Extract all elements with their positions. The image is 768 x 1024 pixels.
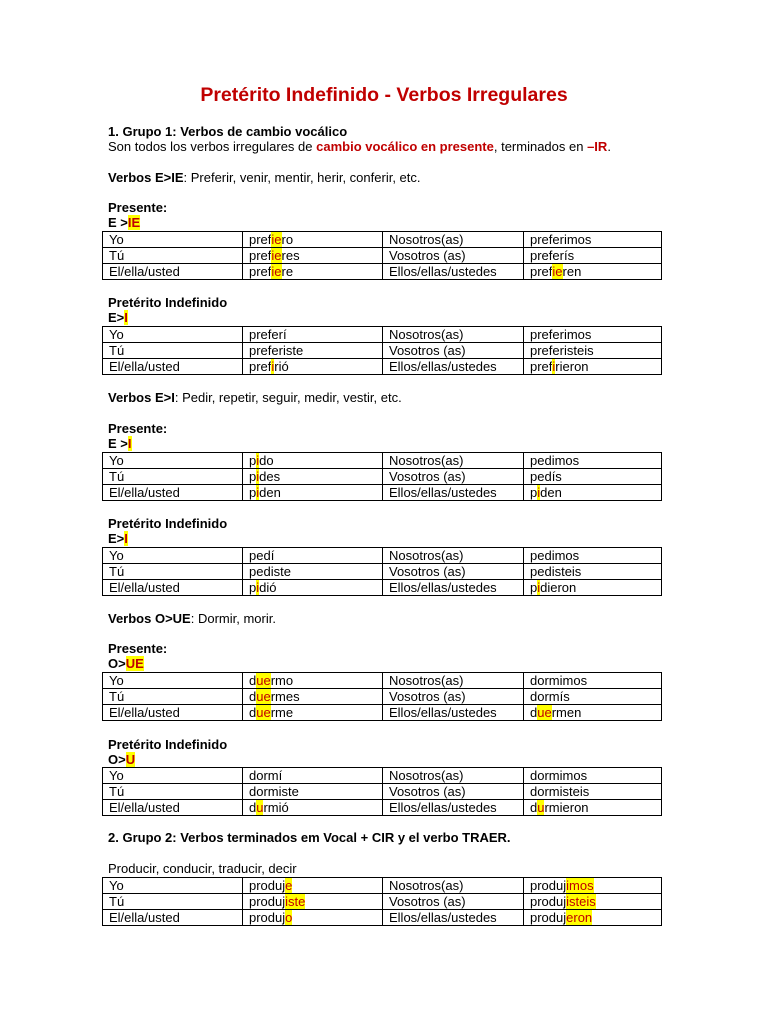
pronoun: El/ella/usted — [109, 358, 180, 374]
verb-stem: preferís — [530, 247, 575, 263]
pronoun: Yo — [109, 547, 124, 563]
pronoun-cell — [383, 878, 524, 894]
verbs-label: Verbos E>IE — [108, 170, 184, 185]
pronoun: Ellos/ellas/ustedes — [389, 484, 497, 500]
verb-highlight: u — [537, 799, 545, 815]
pronoun: Vosotros (as) — [389, 893, 466, 909]
verb-stem: p — [530, 484, 538, 500]
section-heading: Presente: — [108, 421, 168, 436]
conjugation-table — [102, 767, 662, 816]
verb-ending: rieron — [555, 358, 589, 374]
section-heading: Pretérito Indefinido — [108, 516, 228, 531]
pronoun-cell — [103, 469, 243, 485]
table-row — [103, 689, 662, 705]
pronoun: Tú — [109, 468, 125, 484]
verb-stem: pedí — [249, 547, 275, 563]
verb-cell — [524, 705, 662, 721]
verb-stem: pediste — [249, 563, 291, 579]
verb-stem: d — [530, 704, 538, 720]
pronoun-cell — [383, 910, 524, 926]
verb-stem: pedimos — [530, 452, 580, 468]
rule-text: E > — [108, 215, 128, 230]
pronoun-cell — [103, 327, 243, 343]
group1-heading: 1. Grupo 1: Verbos de cambio vocálico — [108, 124, 348, 139]
pronoun: Yo — [109, 767, 124, 783]
table-row — [103, 580, 662, 596]
pronoun-cell — [383, 768, 524, 784]
verb-stem: dormís — [530, 688, 570, 704]
vowel-rule — [108, 215, 140, 230]
table-row — [103, 359, 662, 375]
rule-highlight: I — [124, 310, 128, 325]
verb-cell — [243, 910, 383, 926]
rule-text: O> — [108, 752, 126, 767]
pronoun: Nosotros(as) — [389, 767, 464, 783]
verbs-label: Verbos O>UE — [108, 611, 191, 626]
group1-description — [108, 139, 611, 154]
verb-stem: dormisteis — [530, 783, 590, 799]
vowel-rule — [108, 752, 135, 767]
verb-stem: p — [249, 484, 257, 500]
verb-stem: dormiste — [249, 783, 299, 799]
verbs-o-ue-line — [108, 611, 276, 626]
rule-highlight: I — [127, 436, 132, 451]
verb-stem: produj — [249, 893, 286, 909]
pronoun: Vosotros (as) — [389, 688, 466, 704]
verb-cell — [243, 673, 383, 689]
verb-stem: produj — [530, 893, 567, 909]
table-row — [103, 327, 662, 343]
verb-cell — [243, 564, 383, 580]
table-row — [103, 800, 662, 816]
pronoun-cell — [103, 359, 243, 375]
verb-stem: pref — [530, 263, 553, 279]
table-row — [103, 894, 662, 910]
vowel-rule — [108, 531, 128, 546]
desc-text: Son todos los verbos irregulares de — [108, 139, 317, 154]
pronoun-cell — [383, 564, 524, 580]
table-row — [103, 264, 662, 280]
pronoun: El/ella/usted — [109, 704, 180, 720]
pronoun-cell — [103, 485, 243, 501]
verb-highlight: i — [256, 579, 260, 595]
rule-highlight: U — [125, 752, 136, 767]
verb-cell — [524, 343, 662, 359]
group2-verbs-list: Producir, conducir, traducir, decir — [108, 861, 297, 876]
verb-highlight: i — [271, 358, 275, 374]
verb-cell — [243, 878, 383, 894]
table-row — [103, 784, 662, 800]
verb-stem: d — [249, 799, 257, 815]
pronoun-cell — [103, 784, 243, 800]
verb-cell — [524, 453, 662, 469]
verb-ending: rmen — [551, 704, 582, 720]
verb-cell — [524, 894, 662, 910]
verb-cell — [524, 768, 662, 784]
pronoun: Nosotros(as) — [389, 672, 464, 688]
pronoun-cell — [103, 248, 243, 264]
pronoun: Tú — [109, 688, 125, 704]
rule-highlight: IE — [127, 215, 141, 230]
pronoun-cell — [383, 689, 524, 705]
verb-stem: produj — [249, 909, 286, 925]
verb-highlight: ue — [256, 672, 271, 688]
table-row — [103, 248, 662, 264]
verb-cell — [243, 548, 383, 564]
pronoun: Tú — [109, 342, 125, 358]
verb-ending: ro — [281, 231, 294, 247]
pronoun-cell — [383, 485, 524, 501]
pronoun: El/ella/usted — [109, 909, 180, 925]
verb-ending: dió — [259, 579, 277, 595]
pronoun: Yo — [109, 672, 124, 688]
verb-highlight: i — [256, 468, 260, 484]
pronoun: Tú — [109, 563, 125, 579]
verb-ending: rmes — [270, 688, 300, 704]
pronoun-cell — [383, 264, 524, 280]
verb-highlight: i — [552, 358, 556, 374]
verb-highlight: isteis — [566, 893, 596, 909]
pronoun-cell — [383, 894, 524, 910]
verb-highlight: u — [256, 799, 264, 815]
verbs-e-i-line — [108, 390, 402, 405]
verb-ending: rmieron — [544, 799, 589, 815]
vowel-rule — [108, 310, 128, 325]
pronoun: Vosotros (as) — [389, 563, 466, 579]
verbs-e-ie-line — [108, 170, 421, 185]
pronoun: Tú — [109, 783, 125, 799]
pronoun: Nosotros(as) — [389, 877, 464, 893]
verb-stem: preferimos — [530, 326, 592, 342]
verb-stem: d — [249, 688, 257, 704]
verb-cell — [243, 485, 383, 501]
pronoun: Ellos/ellas/ustedes — [389, 799, 497, 815]
verb-ending: rme — [270, 704, 294, 720]
pronoun-cell — [103, 768, 243, 784]
verb-cell — [524, 800, 662, 816]
pronoun: Ellos/ellas/ustedes — [389, 909, 497, 925]
verb-highlight: ie — [552, 263, 563, 279]
table-row — [103, 673, 662, 689]
pronoun-cell — [103, 453, 243, 469]
section-heading: Pretérito Indefinido — [108, 737, 228, 752]
verb-stem: d — [530, 799, 538, 815]
verb-cell — [524, 689, 662, 705]
table-row — [103, 705, 662, 721]
verb-highlight: ue — [256, 704, 271, 720]
verb-highlight: ie — [271, 247, 282, 263]
table-row — [103, 343, 662, 359]
verb-ending: rió — [274, 358, 289, 374]
verb-cell — [243, 894, 383, 910]
pronoun-cell — [103, 705, 243, 721]
verb-ending: ren — [562, 263, 582, 279]
pronoun: El/ella/usted — [109, 484, 180, 500]
verb-stem: pref — [249, 358, 272, 374]
pronoun-cell — [383, 580, 524, 596]
pronoun-cell — [103, 580, 243, 596]
verb-cell — [243, 248, 383, 264]
rule-text: E> — [108, 310, 125, 325]
verb-cell — [524, 232, 662, 248]
pronoun: El/ella/usted — [109, 579, 180, 595]
verb-cell — [524, 469, 662, 485]
conjugation-table — [102, 672, 662, 721]
verb-stem: p — [249, 468, 257, 484]
pronoun-cell — [383, 469, 524, 485]
section-heading: Presente: — [108, 200, 168, 215]
verb-cell — [524, 359, 662, 375]
verb-stem: pref — [249, 263, 272, 279]
verb-cell — [243, 768, 383, 784]
verb-stem: pref — [249, 247, 272, 263]
pronoun-cell — [383, 784, 524, 800]
verb-ending: res — [281, 247, 300, 263]
pronoun-cell — [383, 548, 524, 564]
verb-stem: pref — [530, 358, 553, 374]
verb-cell — [243, 359, 383, 375]
verb-ending: des — [259, 468, 281, 484]
pronoun-cell — [383, 705, 524, 721]
pronoun-cell — [383, 453, 524, 469]
pronoun-cell — [103, 548, 243, 564]
desc-ending: –IR — [587, 139, 608, 154]
pronoun-cell — [383, 343, 524, 359]
verb-stem: pedís — [530, 468, 562, 484]
pronoun-cell — [103, 689, 243, 705]
verb-cell — [524, 673, 662, 689]
verb-stem: preferimos — [530, 231, 592, 247]
verb-stem: p — [249, 452, 257, 468]
verb-highlight: i — [256, 484, 260, 500]
pronoun-cell — [103, 343, 243, 359]
verb-cell — [243, 784, 383, 800]
desc-highlight: cambio vocálico en presente — [316, 139, 494, 154]
verb-highlight: ie — [271, 263, 282, 279]
verb-cell — [524, 580, 662, 596]
verb-stem: preferí — [249, 326, 287, 342]
pronoun-cell — [103, 232, 243, 248]
pronoun: Yo — [109, 452, 124, 468]
desc-text: . — [607, 139, 611, 154]
verb-stem: produj — [530, 909, 567, 925]
pronoun: Ellos/ellas/ustedes — [389, 358, 497, 374]
pronoun-cell — [103, 910, 243, 926]
verb-highlight: imos — [566, 877, 594, 893]
verb-stem: d — [249, 704, 257, 720]
conjugation-table — [102, 326, 662, 375]
verb-cell — [524, 878, 662, 894]
verb-cell — [243, 453, 383, 469]
verb-cell — [243, 580, 383, 596]
verb-stem: d — [249, 672, 257, 688]
verb-highlight: ue — [256, 688, 271, 704]
pronoun-cell — [103, 264, 243, 280]
pronoun-cell — [103, 564, 243, 580]
pronoun-cell — [383, 232, 524, 248]
verb-cell — [524, 485, 662, 501]
table-row — [103, 564, 662, 580]
table-row — [103, 768, 662, 784]
table-row — [103, 910, 662, 926]
group2-heading: 2. Grupo 2: Verbos terminados em Vocal + CIR y el verbo TRAER. — [108, 830, 511, 845]
pronoun: Nosotros(as) — [389, 326, 464, 342]
verb-stem: preferisteis — [530, 342, 594, 358]
verb-ending: rmo — [270, 672, 294, 688]
verbs-list: : Preferir, venir, mentir, herir, conferir, etc. — [183, 170, 421, 185]
conjugation-table — [102, 452, 662, 501]
section-heading: Presente: — [108, 641, 168, 656]
table-row — [103, 453, 662, 469]
verb-cell — [243, 232, 383, 248]
section-heading: Pretérito Indefinido — [108, 295, 228, 310]
verb-stem: produj — [530, 877, 567, 893]
verb-ending: re — [281, 263, 294, 279]
pronoun: Ellos/ellas/ustedes — [389, 263, 497, 279]
pronoun-cell — [383, 800, 524, 816]
verb-cell — [243, 343, 383, 359]
pronoun: El/ella/usted — [109, 263, 180, 279]
verb-cell — [524, 784, 662, 800]
verb-highlight: iste — [285, 893, 306, 909]
conjugation-table — [102, 877, 662, 926]
page-title: Pretérito Indefinido - Verbos Irregulares — [200, 84, 568, 106]
pronoun-cell — [103, 878, 243, 894]
verb-stem: preferiste — [249, 342, 304, 358]
desc-text: , terminados en — [493, 139, 588, 154]
verb-highlight: o — [285, 909, 293, 925]
verb-ending: rmió — [263, 799, 289, 815]
verb-cell — [524, 564, 662, 580]
table-row — [103, 232, 662, 248]
table-row — [103, 485, 662, 501]
rule-highlight: I — [124, 531, 128, 546]
verb-stem: pedimos — [530, 547, 580, 563]
verb-stem: p — [530, 579, 538, 595]
verb-highlight: eron — [566, 909, 593, 925]
pronoun-cell — [103, 673, 243, 689]
verb-cell — [243, 264, 383, 280]
verb-highlight: i — [537, 484, 541, 500]
table-row — [103, 548, 662, 564]
vowel-rule — [108, 436, 132, 451]
verb-cell — [524, 264, 662, 280]
pronoun: Nosotros(as) — [389, 452, 464, 468]
verb-ending: do — [259, 452, 274, 468]
verb-highlight: e — [285, 877, 293, 893]
verbs-list: : Pedir, repetir, seguir, medir, vestir, etc. — [174, 390, 402, 405]
conjugation-table — [102, 231, 662, 280]
verb-cell — [524, 548, 662, 564]
rule-text: E > — [108, 436, 128, 451]
pronoun: Ellos/ellas/ustedes — [389, 579, 497, 595]
pronoun-cell — [383, 673, 524, 689]
pronoun: Tú — [109, 247, 125, 263]
pronoun: Nosotros(as) — [389, 547, 464, 563]
pronoun: Vosotros (as) — [389, 247, 466, 263]
verb-stem: dormimos — [530, 767, 588, 783]
rule-highlight: UE — [125, 656, 144, 671]
pronoun-cell — [103, 894, 243, 910]
verb-ending: dieron — [540, 579, 577, 595]
pronoun: Vosotros (as) — [389, 783, 466, 799]
pronoun: Yo — [109, 877, 124, 893]
verb-stem: dormimos — [530, 672, 588, 688]
pronoun-cell — [103, 800, 243, 816]
verb-cell — [243, 469, 383, 485]
verb-cell — [524, 910, 662, 926]
verb-highlight: i — [256, 452, 260, 468]
verbs-label: Verbos E>I — [108, 390, 175, 405]
pronoun-cell — [383, 248, 524, 264]
verb-stem: pref — [249, 231, 272, 247]
pronoun: Yo — [109, 231, 124, 247]
verb-stem: dormí — [249, 767, 283, 783]
pronoun: Ellos/ellas/ustedes — [389, 704, 497, 720]
rule-text: E> — [108, 531, 125, 546]
table-row — [103, 878, 662, 894]
pronoun-cell — [383, 359, 524, 375]
verb-ending: den — [540, 484, 562, 500]
pronoun: Vosotros (as) — [389, 342, 466, 358]
vowel-rule — [108, 656, 144, 671]
verb-highlight: i — [537, 579, 541, 595]
pronoun: El/ella/usted — [109, 799, 180, 815]
pronoun-cell — [383, 327, 524, 343]
verb-stem: pedisteis — [530, 563, 582, 579]
pronoun: Yo — [109, 326, 124, 342]
verb-cell — [524, 327, 662, 343]
pronoun: Vosotros (as) — [389, 468, 466, 484]
verb-cell — [243, 705, 383, 721]
verb-cell — [243, 800, 383, 816]
rule-text: O> — [108, 656, 126, 671]
table-row — [103, 469, 662, 485]
verb-cell — [243, 689, 383, 705]
pronoun: Nosotros(as) — [389, 231, 464, 247]
verbs-list: : Dormir, morir. — [190, 611, 276, 626]
verb-stem: produj — [249, 877, 286, 893]
conjugation-table — [102, 547, 662, 596]
verb-cell — [524, 248, 662, 264]
verb-cell — [243, 327, 383, 343]
verb-highlight: ue — [537, 704, 552, 720]
verb-ending: den — [259, 484, 281, 500]
verb-stem: p — [249, 579, 257, 595]
pronoun: Tú — [109, 893, 125, 909]
verb-highlight: ie — [271, 231, 282, 247]
